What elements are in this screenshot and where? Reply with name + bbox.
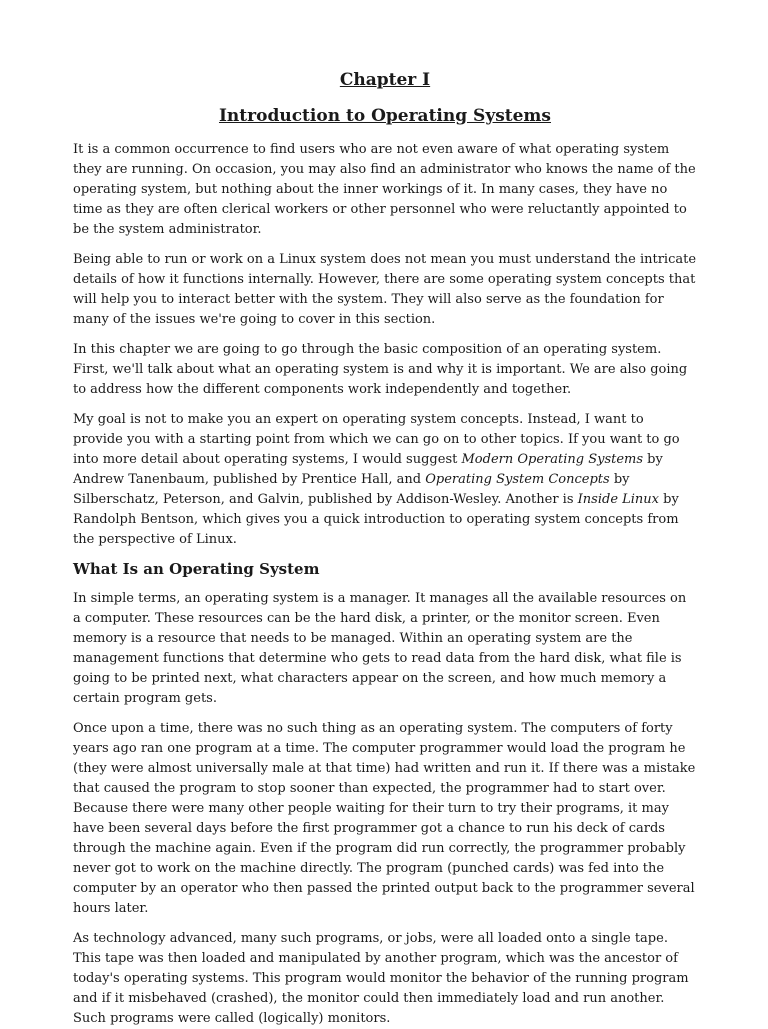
goal-text-part1: My goal is not to make you an expert on operating system concepts. Instead, I want to provide you with a starting point from which we can go on to other topics. If you want to go into more detail about operating systems, I would suggest xyxy=(73,412,680,467)
section-paragraph-1: In simple terms, an operating system is a manager. It manages all the available resources on a computer. These resources can be the hard disk, a printer, or the monitor screen. Even memory is a resource that needs to be managed. Within an operating system are the management functions that determine who gets to read data from the hard disk, what file is going to be printed next, what characters appear on the screen, and how much memory a certain program gets. xyxy=(73,591,687,706)
section-heading: What Is an Operating System xyxy=(73,560,320,578)
intro-paragraph-1: It is a common occurrence to find users who are not even aware of what operating system they are running. On occasion, you may also find an administrator who knows the name of the operating system, but nothing about the inner workings of it. In many cases, they have no time as they are often clerical workers or other personnel who were reluctantly appointed to be the system administrator. xyxy=(73,142,696,237)
section-paragraph-3: As technology advanced, many such programs, or jobs, were all loaded onto a single tape. This tape was then loaded and manipulated by another program, which was the ancestor of today's operating systems. This program would monitor the behavior of the running program and if it misbehaved (crashed), the monitor could then immediately load and run another. Such programs were called (logically) monitors. xyxy=(73,931,689,1026)
chapter-title: Introduction to Operating Systems xyxy=(218,106,551,126)
intro-paragraph-2: Being able to run or work on a Linux system does not mean you must understand the intricate details of how it functions internally. However, there are some operating system concepts that will help you to interact better with the system. They will also serve as the foundation for many of the issues we're going to cover in this section. xyxy=(73,252,697,327)
book-title-modern-os: Modern Operating Systems xyxy=(461,452,644,467)
book-title-inside-linux: Inside Linux xyxy=(577,492,660,507)
goal-paragraph xyxy=(73,410,697,550)
goal-text-part4: by Randolph Bentson, which gives you a quick introduction to operating system concepts from the perspective of Linux. xyxy=(73,492,679,547)
goal-text-part2: by Andrew Tanenbaum, published by Prentice Hall, and xyxy=(73,452,663,487)
book-title-os-concepts: Operating System Concepts xyxy=(425,472,610,487)
document-page xyxy=(73,68,697,1029)
goal-text-part3: by Silberschatz, Peterson, and Galvin, published by Addison-Wesley. Another is xyxy=(73,472,630,507)
chapter-label: Chapter I xyxy=(339,70,431,90)
section-paragraph-2: Once upon a time, there was no such thing as an operating system. The computers of forty years ago ran one program at a time. The computer programmer would load the program he (they were almost universally male at that time) had written and run it. If there was a mistake that caused the program to stop sooner than expected, the programmer had to start over. Because there were many other people waiting for their turn to try their programs, it may have been several days before the first programmer got a chance to run his deck of cards through the machine again. Even if the program did run correctly, the programmer probably never got to work on the machine directly. The program (punched cards) was fed into the computer by an operator who then passed the printed output back to the programmer several hours later. xyxy=(73,721,696,916)
intro-paragraph-3: In this chapter we are going to go through the basic composition of an operating system. First, we'll talk about what an operating system is and why it is important. We are also going to address how the different components work independently and together. xyxy=(73,342,688,397)
